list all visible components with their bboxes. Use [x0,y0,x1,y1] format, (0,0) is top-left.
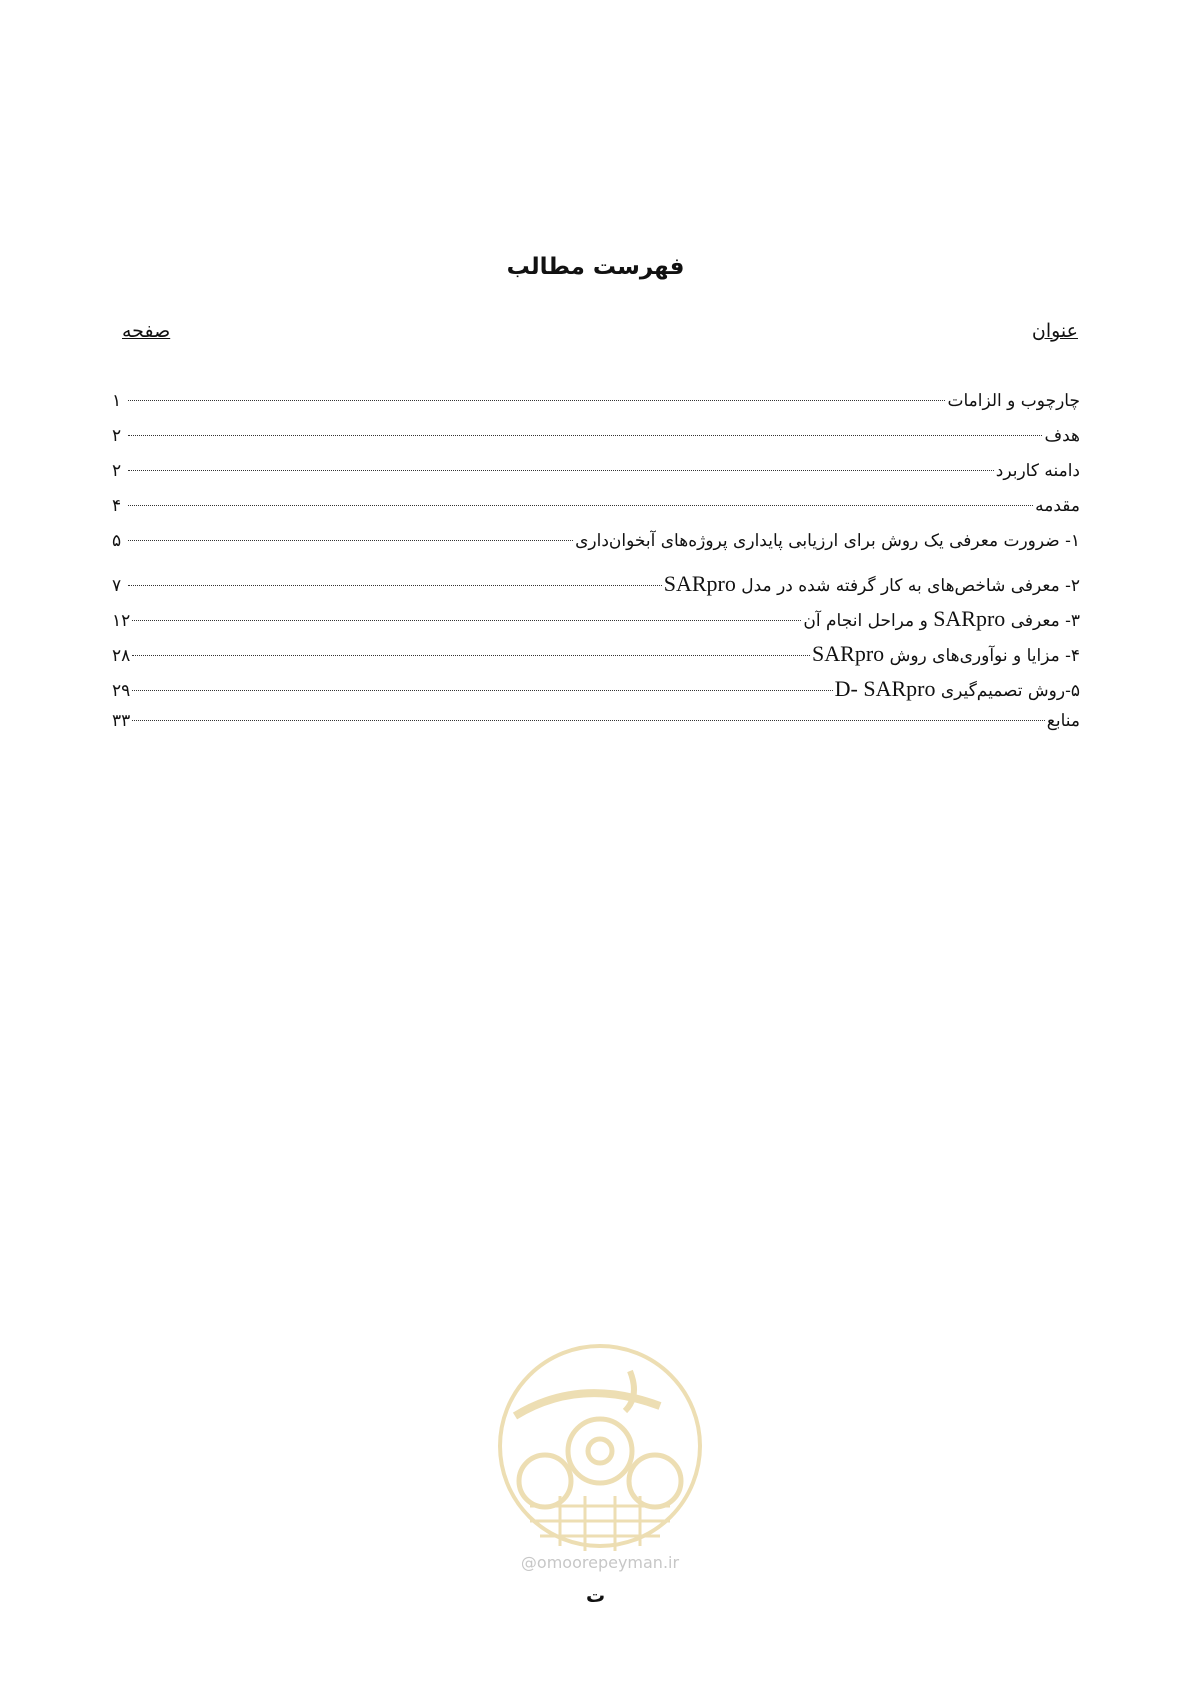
toc-entry-label-text: ۲- معرفی شاخص‌های به کار گرفته شده در مدل [741,576,1080,596]
title-column-header: عنوان [1031,320,1078,342]
dot-leader [128,400,945,401]
dot-leader [132,620,801,621]
toc-entry-page: ۵ [112,531,122,551]
toc-entry-page: ۳۳ [112,711,131,731]
toc-entry-goal[interactable] [112,426,1080,461]
toc-entry-page: ۷ [112,576,122,596]
toc-entry-label [664,571,1080,597]
toc-entry-label [803,606,1080,632]
dot-leader [132,690,832,691]
toc-entry-label: دامنه کاربرد [995,461,1080,481]
toc-entry-page: ۱۲ [112,611,131,631]
toc-entry-introduction[interactable] [112,496,1080,531]
dot-leader [128,470,994,471]
page-title: فهرست مطالب [506,254,685,280]
dot-leader [128,435,1042,436]
toc-entry-section-2[interactable] [112,571,1080,606]
toc-entry-page: ۲۹ [112,681,131,701]
toc-entry-page: ۴ [112,496,122,516]
toc-entry-label [812,641,1080,667]
toc-entry-label-text: ۴- مزایا و نوآوری‌های روش [889,646,1080,666]
toc-entry-label [835,676,1080,702]
toc-entry-page: ۲ [112,461,122,481]
toc-entry-label: مقدمه [1035,496,1080,516]
toc-entry-page: ۲ [112,426,122,446]
watermark-logo [490,1336,710,1556]
toc-entry-label: هدف [1044,426,1080,446]
page-number: ت [585,1585,606,1607]
model-name: D- SARpro [834,676,936,701]
toc-entry-label: منابع [1046,711,1080,731]
toc-entry-page: ۲۸ [112,646,131,666]
dot-leader [128,540,573,541]
toc-entry-label: چارچوب و الزامات [947,391,1080,411]
toc-entry-section-1[interactable] [112,531,1080,571]
toc-entry-label: ۱- ضرورت معرفی یک روش برای ارزیابی پایداری پروژه‌های آبخوان‌داری [575,531,1080,551]
toc-entry-section-3[interactable] [112,606,1080,641]
toc-entry-page: ۱ [112,391,122,411]
dot-leader [132,655,810,656]
dot-leader [128,505,1033,506]
toc-entry-framework[interactable] [112,391,1080,426]
dot-leader [132,720,1045,721]
model-name: SARpro [663,571,736,596]
toc-entry-label-text: ۵-روش تصمیم‌گیری [940,681,1080,701]
toc-entry-references[interactable] [112,711,1080,746]
toc-entry-label-text: ۳- معرفی [1010,611,1080,631]
model-name: SARpro [812,641,885,666]
toc-entry-scope[interactable] [112,461,1080,496]
toc-entry-section-4[interactable] [112,641,1080,676]
table-of-contents [112,391,1080,746]
toc-entry-section-5[interactable] [112,676,1080,711]
toc-entry-label-text: و مراحل انجام آن [803,611,928,631]
dot-leader [128,585,662,586]
watermark-site: @omoorepeyman.ir [520,1553,680,1572]
model-name: SARpro [933,606,1006,631]
page-column-header: صفحه [122,320,171,342]
